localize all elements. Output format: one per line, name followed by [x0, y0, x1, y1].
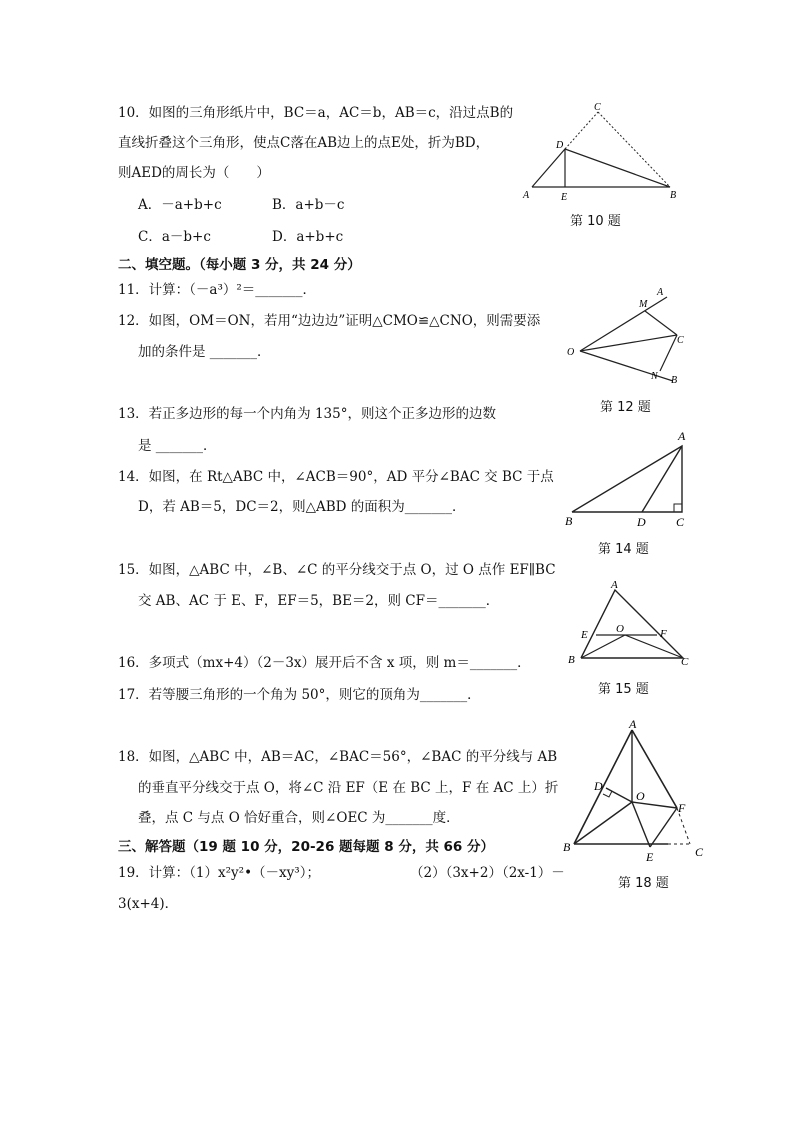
q15-label-o: O	[616, 623, 624, 635]
q14-line2: D，若 AB＝5，DC＝2，则△ABD 的面积为_______．	[138, 499, 466, 515]
q15-line2: 交 AB、AC 于 E、F，EF＝5，BE＝2，则 CF＝_______．	[138, 593, 500, 609]
q10-label-c: C	[594, 102, 601, 113]
q12-figure	[565, 285, 695, 390]
q18-label-d: D	[594, 779, 603, 793]
q10-caption: 第 10 题	[570, 214, 621, 229]
section2-title: 二、填空题。（每小题 3 分，共 24 分）	[118, 257, 361, 273]
q18-line2: 的垂直平分线交于点 O，将∠C 沿 EF（E 在 BC 上，F 在 AC 上）折	[138, 780, 559, 796]
q15-figure	[563, 575, 698, 670]
q18-label-o: O	[636, 789, 645, 803]
q12-label-c: C	[677, 335, 684, 346]
q12-label-b: B	[671, 375, 678, 386]
q10-label-a: A	[523, 190, 530, 201]
q18-label-e: E	[646, 850, 654, 864]
q12-line1: 12．如图，OM＝ON，若用“边边边”证明△CMO≌△CNO，则需要添	[118, 313, 541, 329]
q13-line2: 是 _______．	[138, 438, 217, 454]
q13-line1: 13．若正多边形的每一个内角为 135°，则这个正多边形的边数	[118, 406, 496, 422]
section3-title: 三、解答题（19 题 10 分，20-26 题每题 8 分，共 66 分）	[118, 839, 495, 855]
q15-label-e: E	[581, 629, 588, 641]
q19-part1: 19．计算：（1）x²y²•（－xy³）；	[118, 865, 320, 881]
q14-figure	[560, 428, 700, 533]
q14-caption: 第 14 题	[598, 542, 649, 557]
q14-line1: 14．如图，在 Rt△ABC 中，∠ACB＝90°，AD 平分∠BAC 交 BC 于点	[118, 469, 554, 485]
q15-label-a: A	[611, 579, 618, 591]
q19-part2: （2）（3x+2）（2x-1）－	[410, 865, 565, 881]
q11-text: 11．计算：（－a³）²＝_______．	[118, 282, 317, 298]
q10-option-a: A．－a+b+c	[138, 197, 222, 213]
q18-label-f: F	[678, 801, 686, 815]
q18-figure	[560, 718, 710, 863]
q10-figure	[520, 104, 680, 204]
q12-label-m: M	[639, 299, 648, 310]
q14-label-d: D	[637, 515, 646, 529]
q10-option-c: C．a－b+c	[138, 229, 211, 245]
q18-caption: 第 18 题	[618, 876, 669, 891]
q18-label-a: A	[629, 717, 637, 731]
q12-label-o: O	[567, 347, 575, 358]
q14-label-b: B	[565, 514, 573, 528]
q15-label-f: F	[660, 628, 667, 640]
q15-label-b: B	[568, 654, 575, 666]
q15-caption: 第 15 题	[598, 682, 649, 697]
q10-label-e: E	[561, 192, 568, 203]
q10-label-b: B	[670, 190, 677, 201]
q10-option-b: B．a+b－c	[272, 197, 345, 213]
q10-line1: 10．如图的三角形纸片中，BC＝a，AC＝b，AB＝c，沿过点B的	[118, 105, 514, 121]
q10-label-d: D	[556, 140, 564, 151]
q18-label-c: C	[695, 845, 704, 859]
q12-caption: 第 12 题	[600, 400, 651, 415]
q18-line1: 18．如图，△ABC 中，AB＝AC，∠BAC＝56°，∠BAC 的平分线与 AB	[118, 749, 558, 765]
q18-label-b: B	[563, 840, 571, 854]
q15-line1: 15．如图，△ABC 中，∠B、∠C 的平分线交于点 O，过 O 点作 EF∥BC	[118, 562, 556, 578]
q19-part2-cont: 3(x+4)．	[118, 896, 179, 912]
q18-line3: 叠，点 C 与点 O 恰好重合，则∠OEC 为_______度．	[138, 810, 460, 826]
q12-label-a: A	[657, 287, 664, 298]
q14-label-a: A	[678, 429, 686, 443]
q10-line2: 直线折叠这个三角形，使点C落在AB边上的点E处，折为BD，	[118, 135, 490, 151]
q10-option-d: D．a+b+c	[272, 229, 344, 245]
q17-text: 17．若等腰三角形的一个角为 50°，则它的顶角为_______．	[118, 687, 481, 703]
q16-text: 16．多项式（mx+4）（2－3x）展开后不含 x 项，则 m＝_______．	[118, 655, 531, 671]
q14-label-c: C	[676, 515, 685, 529]
q12-label-n: N	[651, 371, 658, 382]
q10-line3: 则AED的周长为（ ）	[118, 165, 270, 181]
q12-line2: 加的条件是 _______．	[138, 344, 271, 360]
q15-label-c: C	[681, 656, 689, 668]
